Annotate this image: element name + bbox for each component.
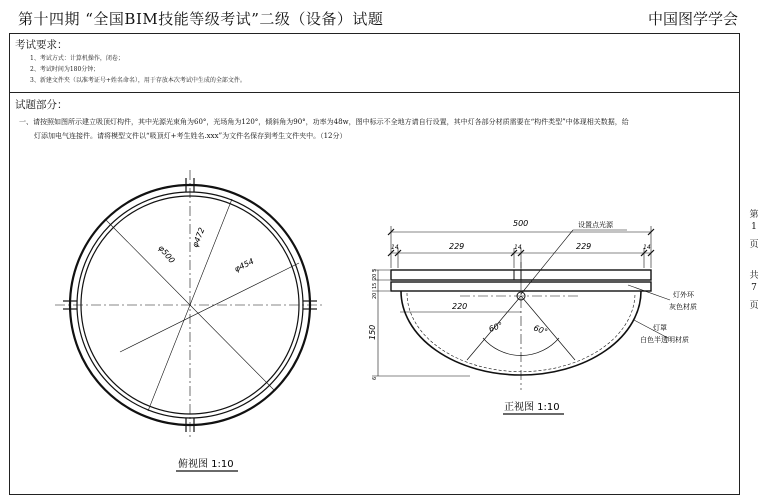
front-callout-shade: 灯罩 bbox=[653, 324, 667, 332]
page-marker-char: 共 bbox=[749, 271, 759, 281]
requirement-item: 3、新建文件夹（以准考证号+姓名命名），用于存放本次考试中生成的全部文件。 bbox=[30, 77, 246, 84]
front-dim-height: 150 bbox=[368, 324, 377, 340]
front-dim-total: 500 bbox=[513, 219, 529, 228]
front-dim-left: 229 bbox=[449, 242, 465, 251]
front-dim-right: 229 bbox=[576, 242, 592, 251]
front-height-dimensions bbox=[372, 270, 470, 376]
front-dim-radius: 220 bbox=[452, 302, 468, 311]
front-dim-small: 6 bbox=[372, 376, 378, 380]
front-callout-ring-material: 灰色材质 bbox=[669, 303, 697, 311]
front-view-label: 正视图 1:10 bbox=[504, 402, 560, 413]
front-dim-edge-left: 14 bbox=[391, 244, 399, 251]
page-marker-char: 页 bbox=[749, 240, 759, 250]
exam-title: 第十四期 “全国BIM技能等级考试”二级（设备）试题 bbox=[18, 10, 384, 28]
question-text-line: 一、请按照如图所示建立吸顶灯构件，其中光源光束角为60°，光场角为120°，倾斜角为90°，功率为48w，图中标示不全地方请自行设置，其中灯各部分材质需要在“构件类型”中体现相关数据，给 bbox=[19, 118, 629, 126]
question-section-title: 试题部分： bbox=[15, 99, 68, 111]
front-dim-small: 5 bbox=[372, 268, 378, 272]
page-marker-char: 第 bbox=[749, 210, 759, 220]
front-dim-center: 14 bbox=[514, 244, 522, 251]
page-marker-char: 页 bbox=[749, 301, 759, 311]
front-dim-small: 20 bbox=[372, 273, 378, 280]
plan-dim-500: φ500 bbox=[156, 243, 177, 266]
plan-dim-472: φ472 bbox=[190, 226, 207, 249]
page-marker-char: 7 bbox=[751, 283, 757, 293]
front-callout-ring: 灯外环 bbox=[673, 291, 694, 299]
requirements-title: 考试要求： bbox=[15, 39, 68, 51]
requirement-item: 2、考试时间为180分钟； bbox=[30, 66, 100, 73]
front-callout-source: 设置点光源 bbox=[578, 221, 613, 229]
organization-name: 中国图学学会 bbox=[647, 10, 738, 28]
requirement-item: 1、考试方式：计算机操作，闭卷； bbox=[30, 55, 124, 62]
front-angle-left: 60° bbox=[487, 320, 505, 334]
front-angle-right: 60° bbox=[532, 323, 549, 337]
front-dim-small: 20 bbox=[372, 292, 378, 299]
front-callout-shade-material: 白色半透明材质 bbox=[640, 336, 689, 344]
plan-view-label: 俯视图 1:10 bbox=[178, 459, 234, 470]
page-marker-char: 1 bbox=[751, 222, 757, 232]
plan-dim-454: φ454 bbox=[232, 256, 256, 274]
question-text-line: 灯添加电气连接件。请将模型文件以“吸顶灯+考生姓名.xxx”为文件名保存到考生文件夹中。（12分） bbox=[34, 132, 347, 140]
front-dim-small: 15 bbox=[372, 282, 378, 289]
front-dim-edge-right: 14 bbox=[643, 244, 651, 251]
plan-view bbox=[55, 170, 325, 440]
